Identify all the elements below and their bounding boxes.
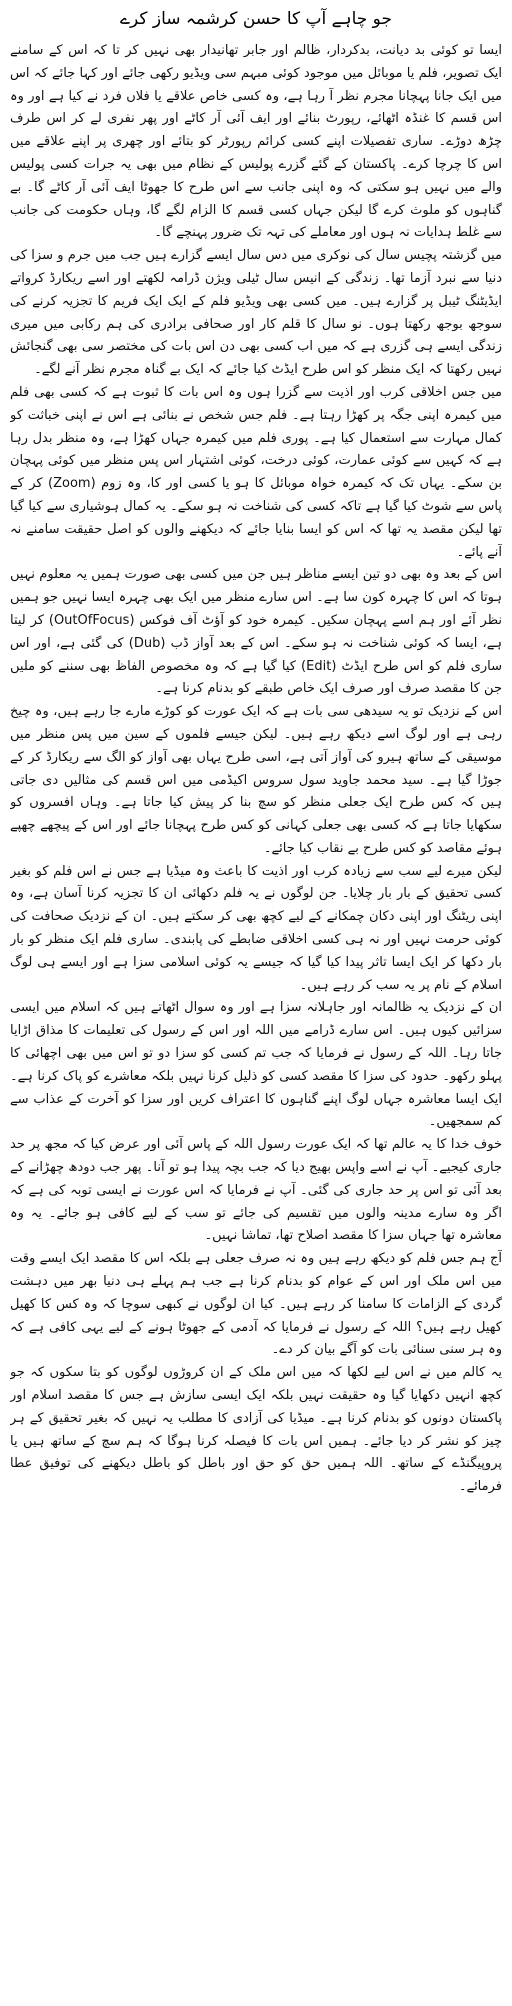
column-body (10, 40, 502, 1996)
body-paragraph: ان کے نزدیک یہ ظالمانہ اور جاہلانہ سزا ہے اور وہ سوال اٹھاتے ہیں کہ اسلام میں ایسی سزائیں کیوں ہیں۔ اس سارے ڈرامے میں اللہ اور اس کے رسول کی تعلیمات کا مذاق اڑایا جاتا رہا۔ اللہ کے رسول نے فرمایا کہ جب تم کسی کو سزا دو تو اس میں بھی اچھائی کا پہلو رکھو۔ حدود کی سزا کا مقصد کسی کو ذلیل کرنا نہیں بلکہ معاشرے کو پاک کرنا ہے۔ ایک ایسا معاشرہ جہاں لوگ اپنے گناہوں کا اعتراف کریں اور سزا کو آخرت کے عذاب سے کم سمجھیں۔ (10, 1000, 502, 1130)
body-paragraph: اس کے بعد وہ بھی دو تین ایسے مناظر ہیں جن میں کسی بھی صورت ہمیں یہ معلوم نہیں ہوتا کہ اس کا چہرہ کون سا ہے۔ اس سارے منظر میں ایک بھی چہرہ ایسا نہیں جو ہمیں نظر آئے اور ہم اسے پہچان سکیں۔ کیمرہ خود کو آؤٹ آف فوکس (OutOfFocus) کر لیتا ہے، ایسا کہ کوئی شناخت نہ ہو سکے۔ اس کے بعد آواز ڈب (Dub) کی گئی ہے، اور اس ساری فلم کو اس طرح ایڈٹ (Edit) کیا گیا ہے کہ وہ مخصوص الفاظ بھی سننے کو ملیں جن کا مقصد صرف اور صرف ایک خاص طبقے کو بدنام کرنا ہے۔ (10, 567, 502, 697)
body-paragraph: یہ کالم میں نے اس لیے لکھا کہ میں اس ملک کے ان کروڑوں لوگوں کو بتا سکوں کہ جو کچھ انہیں دکھایا گیا وہ حقیقت نہیں بلکہ ایک ایسی سازش ہے جس کا مقصد اسلام اور پاکستان دونوں کو بدنام کرنا ہے۔ میڈیا کی آزادی کا مطلب یہ نہیں کہ بغیر تحقیق کے ہر چیز کو نشر کر دیا جائے۔ ہمیں اس بات کا فیصلہ کرنا ہوگا کہ ہم سچ کے ساتھ ہیں یا پروپیگنڈے کے ساتھ۔ اللہ ہمیں حق کو حق اور باطل کو باطل دیکھنے کی توفیق عطا فرمائے۔ (10, 1365, 502, 1495)
body-paragraph: خوف خدا کا یہ عالم تھا کہ ایک عورت رسول اللہ کے پاس آئی اور عرض کیا کہ مجھ پر حد جاری کیجیے۔ آپ نے اسے واپس بھیج دیا کہ جب بچہ پیدا ہو تو آنا۔ پھر جب دودھ چھڑانے کے بعد آئی تو اس پر حد جاری کی گئی۔ آپ نے فرمایا کہ اس عورت نے ایسی توبہ کی ہے کہ اگر وہ سارے مدینہ والوں میں تقسیم کی جائے تو سب کے لیے کافی ہو جائے۔ یہ وہ معاشرہ تھا جہاں سزا کا مقصد اصلاح تھا، تماشا نہیں۔ (10, 1137, 502, 1244)
body-paragraph: میں جس اخلاقی کرب اور اذیت سے گزرا ہوں وہ اس بات کا ثبوت ہے کہ کسی بھی فلم میں کیمرہ اپنی جگہ پر کھڑا رہتا ہے۔ فلم جس شخص نے بنائی ہے اس نے اپنی خباثت کو کمال مہارت سے استعمال کیا ہے۔ پوری فلم میں کیمرہ جہاں کھڑا ہے، وہ منظر بدل رہا ہے کہ کہیں سے کوئی عمارت، کوئی درخت، کوئی اشتہار اس پس منظر میں کوئی پہچان بن سکے۔ یہاں تک کہ کیمرہ خواہ موبائل کا ہو یا کسی اور کا، وہ زوم (Zoom) کر کے پاس سے شوٹ کیا گیا ہے تاکہ کسی کی شناخت نہ ہو سکے۔ یہ کمال ہوشیاری سے کیا گیا تھا لیکن مقصد یہ تھا کہ اس کو ایسا بنایا جائے کہ دیکھنے والوں کو اصل حقیقت سامنے نہ آنے پائے۔ (10, 384, 502, 560)
body-paragraph: میں گزشتہ پچیس سال کی نوکری میں دس سال ایسے گزارے ہیں جب میں جرم و سزا کی دنیا سے نبرد آزما تھا۔ زندگی کے انیس سال ٹیلی ویژن ڈرامہ لکھتے اور اسے ریکارڈ کرواتے ایڈیٹنگ ٹیبل پر گزارے ہیں۔ میں کسی بھی ویڈیو فلم کے ایک ایک فریم کا تجزیہ کرنے کی سوجھ بوجھ رکھتا ہوں۔ نو سال کا قلم کار اور صحافی برادری کی ہم رکابی میں میری زندگی ایسے ہی گزری ہے کہ میں اب کسی بھی دن اس بات کی مختصر سی بھی گنجائش نہیں رکھتا کہ ایک منظر کو اس طرح ایڈٹ کیا جائے کہ ایک بے گناہ مجرم نظر آنے لگے۔ (10, 248, 502, 378)
column-headline: جو چاہے آپ کا حسن کرشمہ ساز کرے (120, 9, 392, 29)
body-paragraph: ایسا تو کوئی بد دیانت، بدکردار، ظالم اور جابر تھانیدار بھی نہیں کر تا کہ اس کے سامنے ایک تصویر، فلم یا موبائل میں موجود کوئی مبہم سی ویڈیو رکھی جائے اور کہا جائے کہ اس میں ایک جانا پہچانا مجرم نظر آ رہا ہے، وہ کسی خاص علاقے یا فلاں فرد نے کیا ہے اور وہ اس قسم کا غنڈہ اٹھائے، رپورٹ بنائے اور ایف آئی آر کاٹے اور پھر نفری لے کر اس طرف چڑھ دوڑے۔ ساری تفصیلات اپنے کسی کرائم رپورٹر کو بتائے اور چھری پر اپنے علاقے میں اس کا چرچا کرے۔ پاکستان کے گئے گزرے پولیس کے نظام میں بھی یہ جرات کسی پولیس والے میں نہیں ہو سکتی کہ وہ اپنی جانب سے اس طرح کا جھوٹا ایف آئی آر کاٹے گا۔ بے گناہوں کو ملوث کرے گا لیکن جہاں کسی قسم کا الزام لگے گا، وہاں حکومت کی جانب سے غلط ہدایات نہ ہوں اور معاملے کی تہہ تک ضرور پہنچے گا۔ (10, 43, 502, 241)
body-paragraph: اس کے نزدیک تو یہ سیدھی سی بات ہے کہ ایک عورت کو کوڑے مارے جا رہے ہیں، وہ چیخ رہی ہے اور لوگ اسے دیکھ رہے ہیں۔ لیکن جیسے فلموں کے سین میں پس منظر میں موسیقی کے ساتھ ہیرو کی آواز آتی ہے، اسی طرح یہاں بھی آواز کو الگ سے ریکارڈ کر کے جوڑا گیا ہے۔ سید محمد جاوید سول سروس اکیڈمی میں اس قسم کی مثالیں دی جاتی ہیں کہ کس طرح ایک جعلی منظر کو سچ بنا کر پیش کیا جاتا ہے۔ وہاں افسروں کو سکھایا جاتا ہے کہ کسی بھی جعلی کہانی کو کس طرح پہچانا جائے اور اس کے پیچھے چھپے ہوئے مقاصد کو کس طرح بے نقاب کیا جائے۔ (10, 704, 502, 856)
body-paragraph: لیکن میرے لیے سب سے زیادہ کرب اور اذیت کا باعث وہ میڈیا ہے جس نے اس فلم کو بغیر کسی تحقیق کے بار بار چلایا۔ جن لوگوں نے یہ فلم دکھائی ان کا تجزیہ کرنا آسان ہے، وہ اپنی ریٹنگ اور اپنی دکان چمکانے کے لیے کچھ بھی کر سکتے ہیں۔ ان کے نزدیک صحافت کی کوئی حرمت نہیں اور نہ ہی کسی اخلاقی ضابطے کی پابندی۔ ساری فلم ایک منظر کو بار بار دکھا کر ایک ایسا تاثر پیدا کیا گیا کہ جیسے یہ کوئی اسلامی سزا ہے اور ایسے ہی لوگ اسلام کے نام پر یہ سب کر رہے ہیں۔ (10, 863, 502, 993)
body-paragraph: آج ہم جس فلم کو دیکھ رہے ہیں وہ نہ صرف جعلی ہے بلکہ اس کا مقصد ایک ایسے وقت میں اس ملک اور اس کے عوام کو بدنام کرنا ہے جب ہم پہلے ہی دنیا بھر میں دہشت گردی کے الزامات کا سامنا کر رہے ہیں۔ کیا ان لوگوں نے کبھی سوچا کہ وہ کس کا کھیل کھیل رہے ہیں؟ اللہ کے رسول نے فرمایا کہ آدمی کے جھوٹا ہونے کے لیے یہی کافی ہے کہ وہ ہر سنی سنائی بات کو آگے بیان کر دے۔ (10, 1251, 502, 1358)
